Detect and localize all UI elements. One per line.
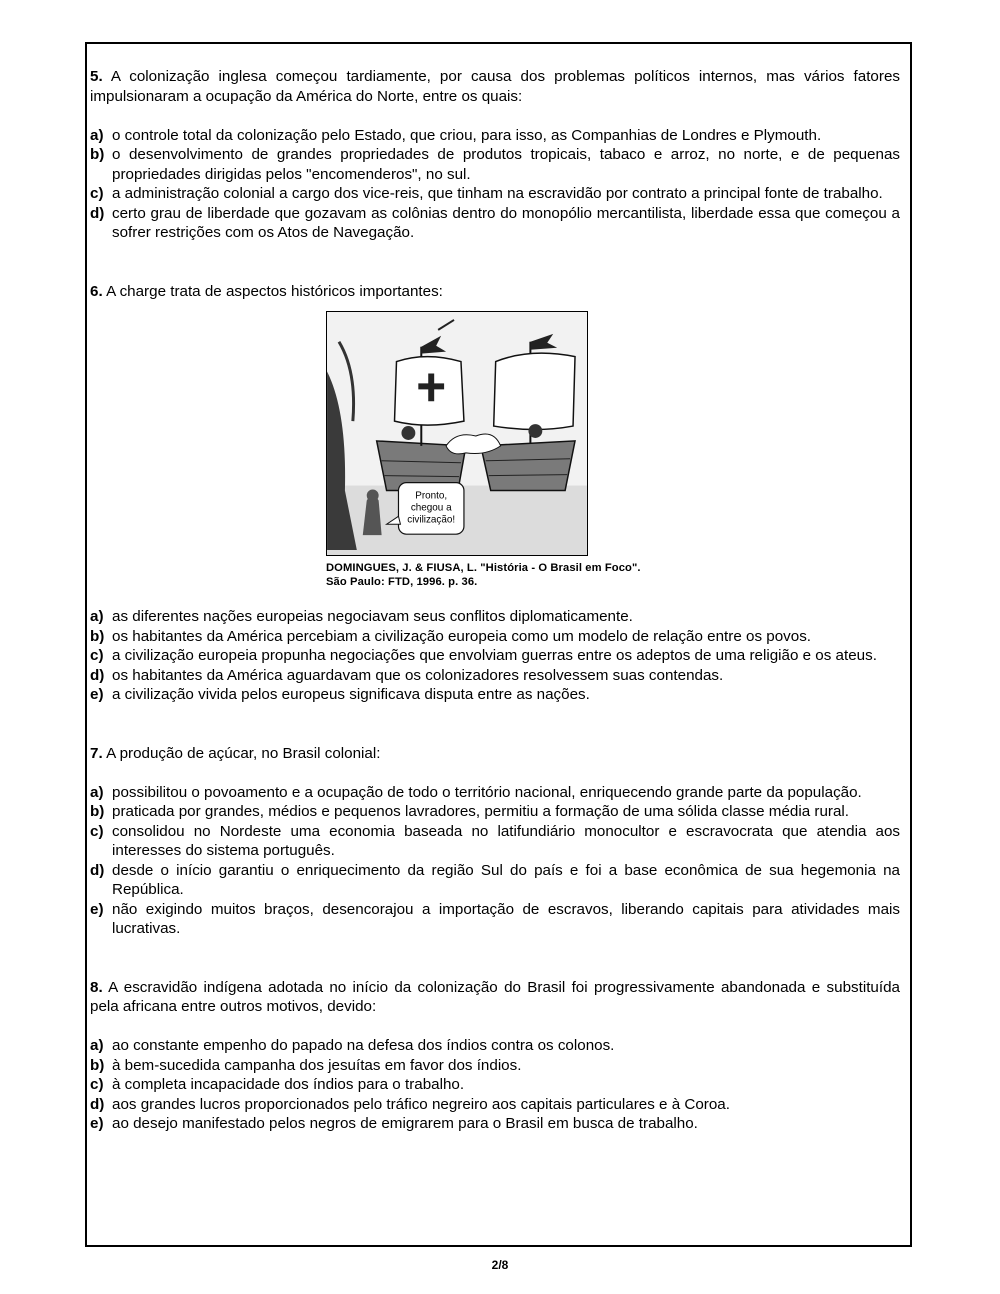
speech-line-1: Pronto,	[415, 490, 448, 502]
options-list	[90, 783, 900, 939]
option-c: c) à completa incapacidade dos índios para o trabalho.	[90, 1076, 465, 1093]
page-number: 2/8	[491, 1258, 509, 1272]
options-list	[90, 607, 900, 705]
option-b: b) praticada por grandes, médios e pequenos lavradores, permitiu a formação de uma sólida classe média rural.	[90, 803, 849, 820]
option-a: a) ao constante empenho do papado na defesa dos índios contra os colonos.	[90, 1037, 615, 1054]
question-text: A colonização inglesa começou tardiamente, por causa dos problemas políticos internos, mas vários fatores impulsionaram a ocupação da América do Norte, entre os quais:	[90, 68, 900, 105]
option-c: c) consolidou no Nordeste uma economia baseada no latifundiário monocultor e escravocrata que atendia aos interesses do sistema português.	[90, 822, 900, 859]
options-list	[90, 1036, 900, 1134]
cartoon-credit: DOMINGUES, J. & FIUSA, L. "História - O Brasil em Foco". São Paulo: FTD, 1996. p. 36.	[326, 562, 641, 588]
question-number: 5.	[90, 68, 103, 85]
speech-line-2: chegou a	[410, 502, 452, 514]
options-list	[90, 126, 900, 243]
question-number: 7.	[90, 744, 103, 762]
question-8	[90, 978, 900, 1134]
option-d: d) desde o início garantiu o enriquecimento da região Sul do país e foi a base econômica de sua hegemonia na República.	[90, 861, 900, 898]
cartoon-image	[326, 311, 588, 556]
option-a: a) possibilitou o povoamento e a ocupação de todo o território nacional, enriquecendo grande parte da população.	[90, 783, 862, 801]
option-a: a) o controle total da colonização pelo Estado, que criou, para isso, as Companhias de Londres e Plymouth.	[90, 126, 822, 144]
question-number: 6.	[90, 282, 103, 300]
speech-line-3: civilização!	[407, 514, 456, 526]
option-c: c) a administração colonial a cargo dos vice-reis, que tinham na escravidão por contrato a principal fonte de trabalho.	[90, 185, 883, 202]
question-6	[90, 282, 900, 705]
option-d: d) aos grandes lucros proporcionados pelo tráfico negreiro aos capitais particulares e à Coroa.	[90, 1095, 730, 1113]
question-stem	[90, 978, 900, 1017]
question-text: A escravidão indígena adotada no início da colonização do Brasil foi progressivamente abandonada e substituída pela africana entre outros motivos, devido:	[90, 978, 900, 1015]
option-a: a) as diferentes nações europeias negociavam seus conflitos diplomaticamente.	[90, 608, 633, 625]
question-text: A charge trata de aspectos históricos importantes:	[106, 282, 443, 300]
option-d: d) certo grau de liberdade que gozavam as colônias dentro do monopólio mercantilista, liberdade essa que começou a sofrer restrições com os Atos de Navegação.	[90, 204, 900, 241]
question-7	[90, 744, 900, 939]
question-number: 8.	[90, 978, 103, 996]
option-e: e) não exigindo muitos braços, desencorajou a importação de escravos, liberando capitais para atividades mais lucrativas.	[90, 900, 900, 937]
cartoon-figure	[90, 311, 900, 607]
question-stem	[90, 282, 900, 302]
option-d: d) os habitantes da América aguardavam que os colonizadores resolvessem suas contendas.	[90, 666, 724, 684]
page-content	[90, 67, 900, 1134]
option-b: b) os habitantes da América percebiam a civilização europeia como um modelo de relação entre os povos.	[90, 627, 812, 645]
option-e: e) ao desejo manifestado pelos negros de emigrarem para o Brasil em busca de trabalho.	[90, 1115, 698, 1132]
option-c: c) a civilização europeia propunha negociações que envolviam guerras entre os adeptos de uma religião e os ateus.	[90, 647, 877, 664]
option-b: b) o desenvolvimento de grandes propriedades de produtos tropicais, tabaco e arroz, no norte, e de pequenas propriedades dirigidas pelos "encomenderos", no sul.	[90, 146, 900, 183]
question-text: A produção de açúcar, no Brasil colonial:	[106, 744, 381, 762]
option-b: b) à bem-sucedida campanha dos jesuítas em favor dos índios.	[90, 1056, 522, 1074]
option-e: e) a civilização vivida pelos europeus significava disputa entre as nações.	[90, 686, 590, 703]
question-stem	[90, 744, 900, 764]
question-5	[90, 67, 900, 243]
question-stem	[90, 67, 900, 106]
